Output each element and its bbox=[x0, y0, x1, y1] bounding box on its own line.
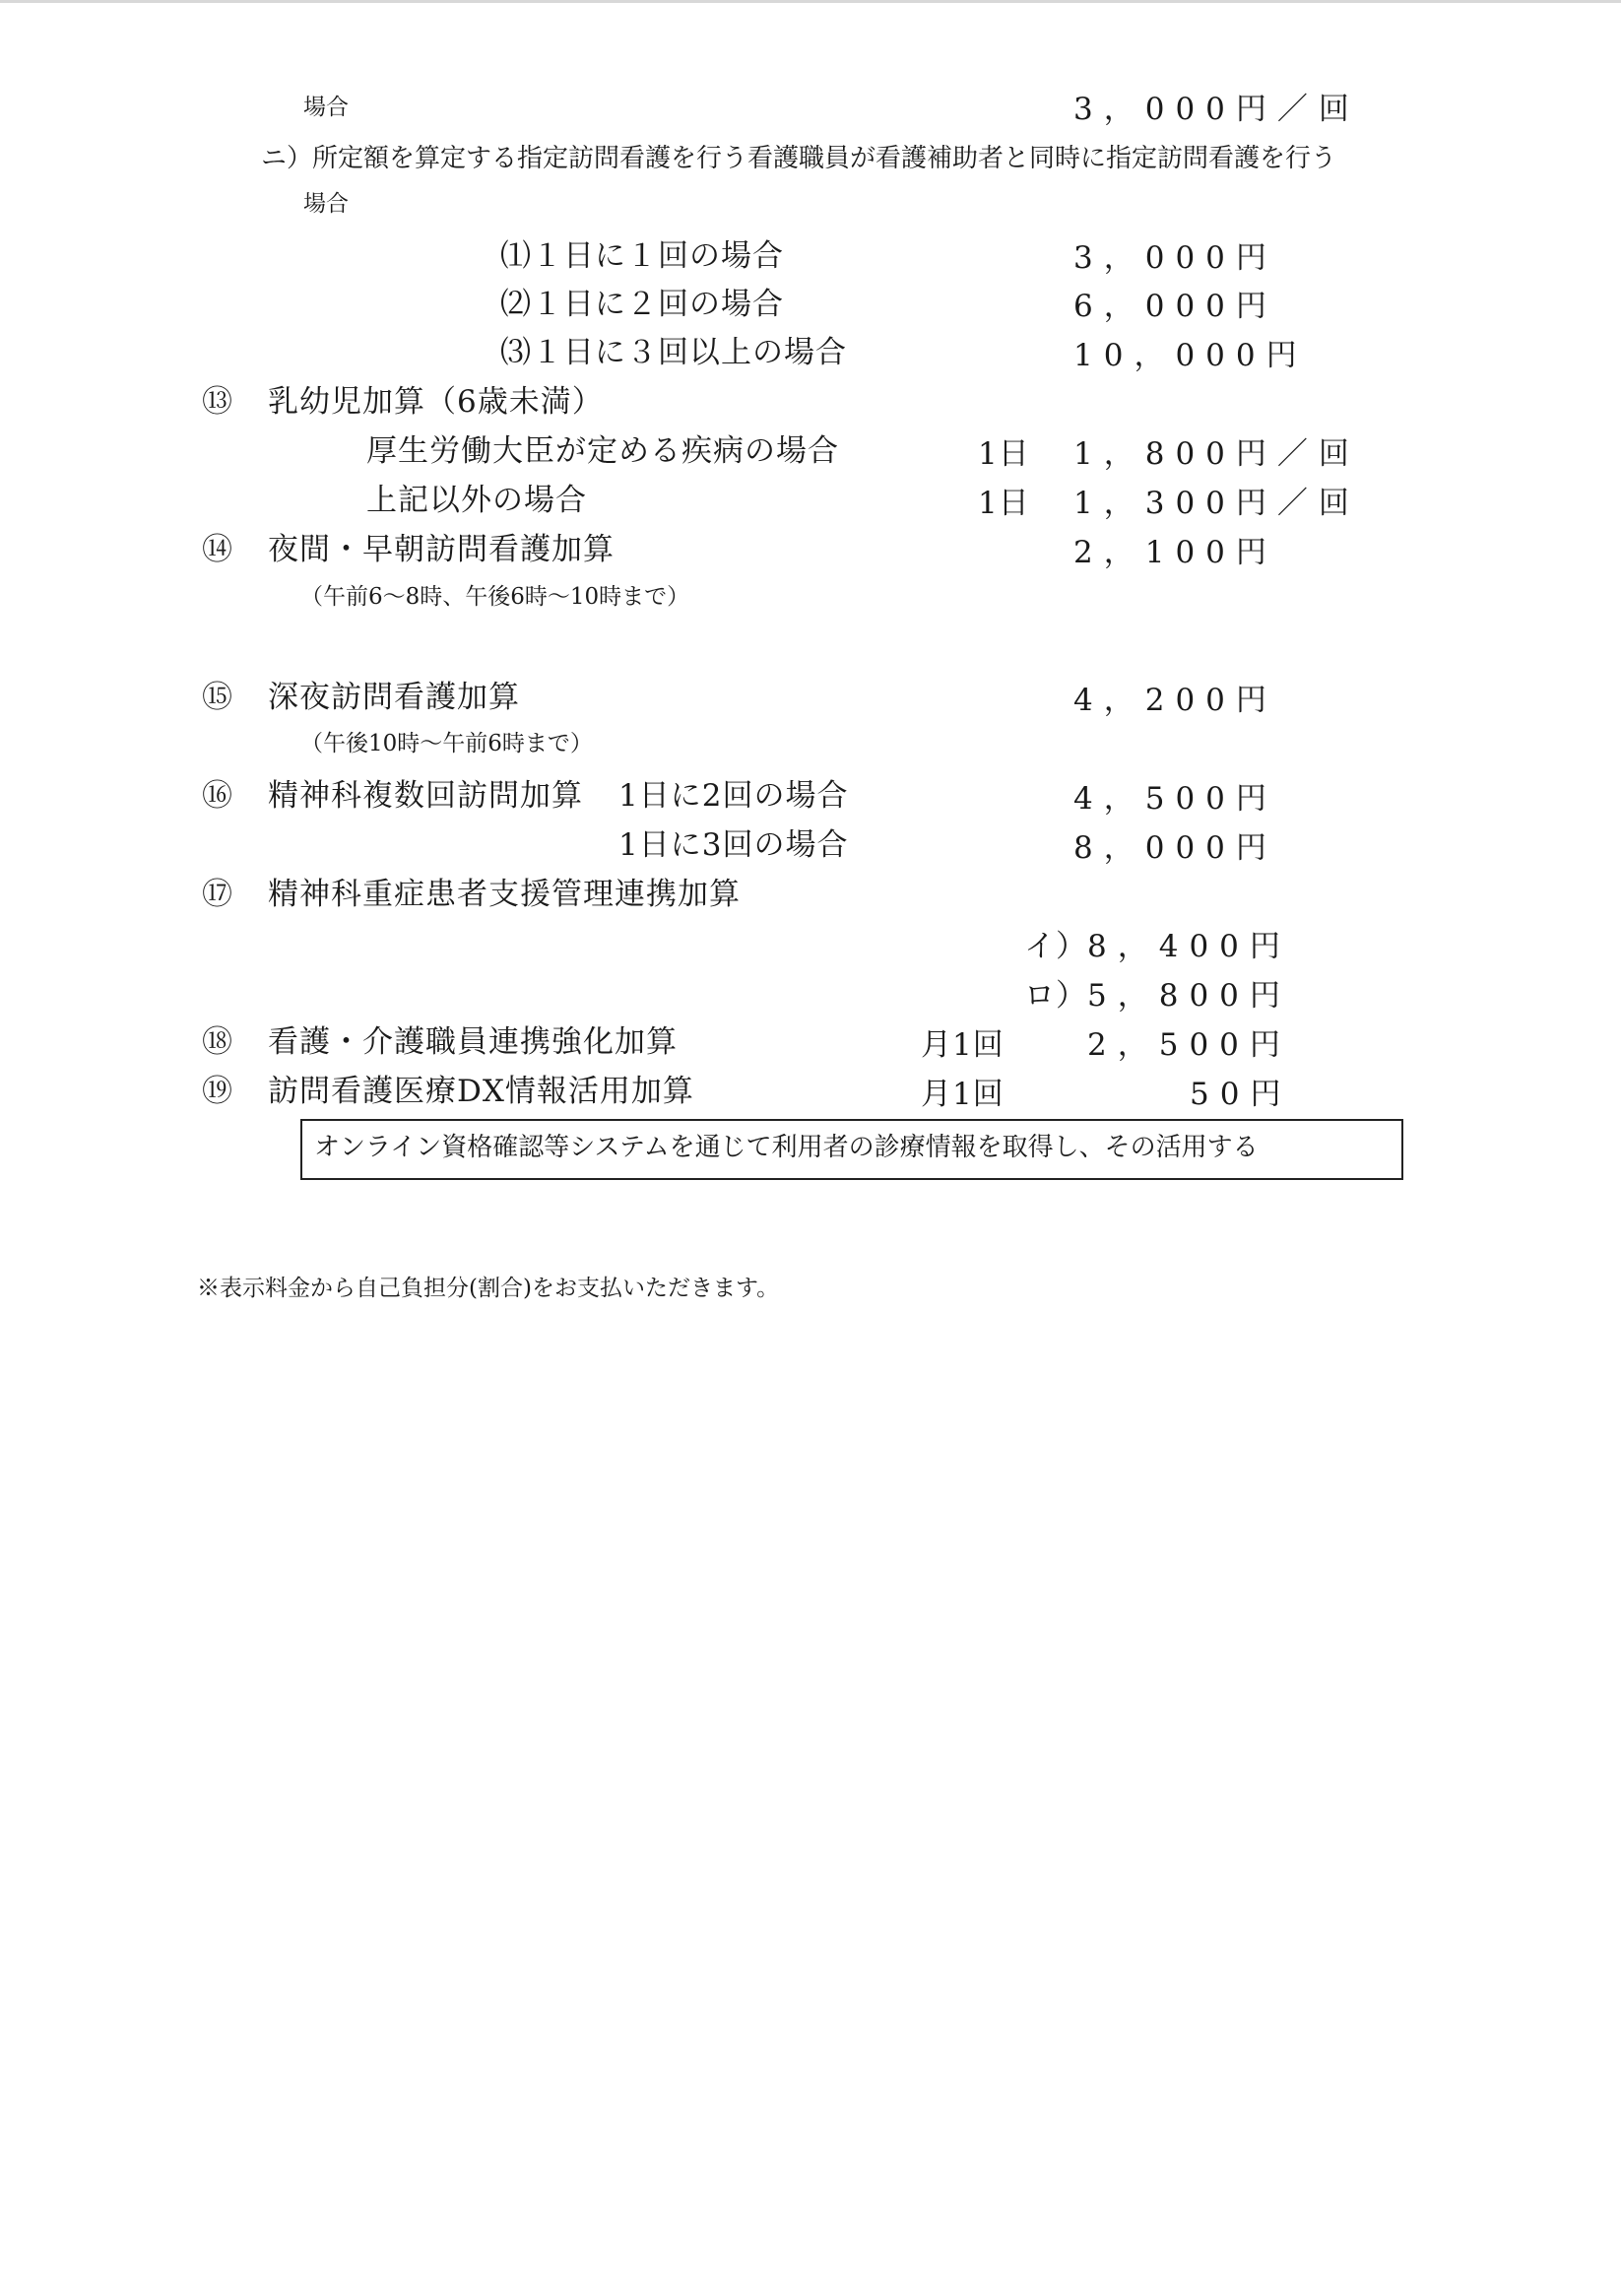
item-17-b-label: ロ） bbox=[1024, 978, 1087, 1014]
item-13-sub1-label: 厚生労働大臣が定める疾病の場合 bbox=[366, 433, 839, 469]
item-16-sub2-amount: 8，000円 bbox=[1073, 830, 1277, 866]
item-13-number: ⑬ bbox=[202, 384, 233, 420]
ni-1-label: ⑴１日に１回の場合 bbox=[500, 238, 784, 274]
item-19-unit: 月1回 bbox=[921, 1077, 1005, 1112]
item-13-sub1-unit: 1日 bbox=[978, 436, 1030, 472]
item-13-sub2-amount: 1，300円／回 bbox=[1073, 486, 1360, 521]
item-16-number: ⑯ bbox=[202, 778, 233, 814]
item-16-label: 精神科複数回訪問加算 bbox=[268, 778, 583, 814]
item-17-a-amount: 8，400円 bbox=[1087, 929, 1291, 964]
item-19-note-text: オンライン資格確認等システムを通じて利用者の診療情報を取得し、その活用する bbox=[314, 1133, 1259, 1162]
ni-3-label: ⑶１日に３回以上の場合 bbox=[500, 335, 847, 370]
item-16-sub2-label: 1日に3回の場合 bbox=[618, 827, 849, 863]
ni-2-label: ⑵１日に２回の場合 bbox=[500, 287, 784, 322]
ni-text-cont: 場合 bbox=[303, 191, 349, 217]
item-13-sub1-amount: 1，800円／回 bbox=[1073, 436, 1360, 472]
item-15-label: 深夜訪問看護加算 bbox=[268, 680, 520, 715]
ni-2-amount: 6，000円 bbox=[1073, 289, 1277, 324]
item-14-number: ⑭ bbox=[202, 532, 233, 567]
item-13-sub2-unit: 1日 bbox=[978, 486, 1030, 521]
ni-1-amount: 3，000円 bbox=[1073, 240, 1277, 276]
item-18-label: 看護・介護職員連携強化加算 bbox=[268, 1024, 678, 1060]
item-13-label: 乳幼児加算（6歳未満） bbox=[268, 384, 604, 420]
item-16-sub1-amount: 4，500円 bbox=[1073, 781, 1277, 817]
ni-text: ニ）所定額を算定する指定訪問看護を行う看護職員が看護補助者と同時に指定訪問看護を行う bbox=[261, 144, 1337, 173]
item-14-label: 夜間・早朝訪問看護加算 bbox=[268, 532, 615, 567]
scan-edge bbox=[0, 0, 1621, 3]
item-17-b-amount: 5，800円 bbox=[1087, 978, 1291, 1014]
item-17-number: ⑰ bbox=[202, 877, 233, 912]
item-15-number: ⑮ bbox=[202, 680, 233, 715]
item-18-amount: 2，500円 bbox=[1087, 1027, 1291, 1063]
item-19-label: 訪問看護医療DX情報活用加算 bbox=[268, 1074, 694, 1109]
item-19-number: ⑲ bbox=[202, 1074, 233, 1109]
item-19-amount: 50円 bbox=[1190, 1077, 1292, 1112]
item-17-label: 精神科重症患者支援管理連携加算 bbox=[268, 877, 741, 912]
item-18-number: ⑱ bbox=[202, 1024, 233, 1060]
ni-3-amount: 10，000円 bbox=[1073, 338, 1308, 373]
item-19-note-box bbox=[300, 1119, 1403, 1180]
item-15-note: （午後10時～午前6時まで） bbox=[300, 731, 593, 756]
item-14-note: （午前6～8時、午後6時～10時まで） bbox=[300, 584, 690, 610]
item-18-unit: 月1回 bbox=[921, 1027, 1005, 1063]
item-13-sub2-label: 上記以外の場合 bbox=[366, 483, 587, 518]
item-16-sub1-label: 1日に2回の場合 bbox=[618, 778, 849, 814]
item-15-amount: 4，200円 bbox=[1073, 683, 1277, 718]
item-14-amount: 2，100円 bbox=[1073, 535, 1277, 570]
footer-note: ※表示料金から自己負担分(割合)をお支払いただきます。 bbox=[197, 1276, 780, 1301]
item-17-a-label: イ） bbox=[1024, 929, 1087, 964]
top-case-label: 場合 bbox=[303, 95, 349, 120]
top-case-amount: 3，000円／回 bbox=[1073, 92, 1360, 127]
